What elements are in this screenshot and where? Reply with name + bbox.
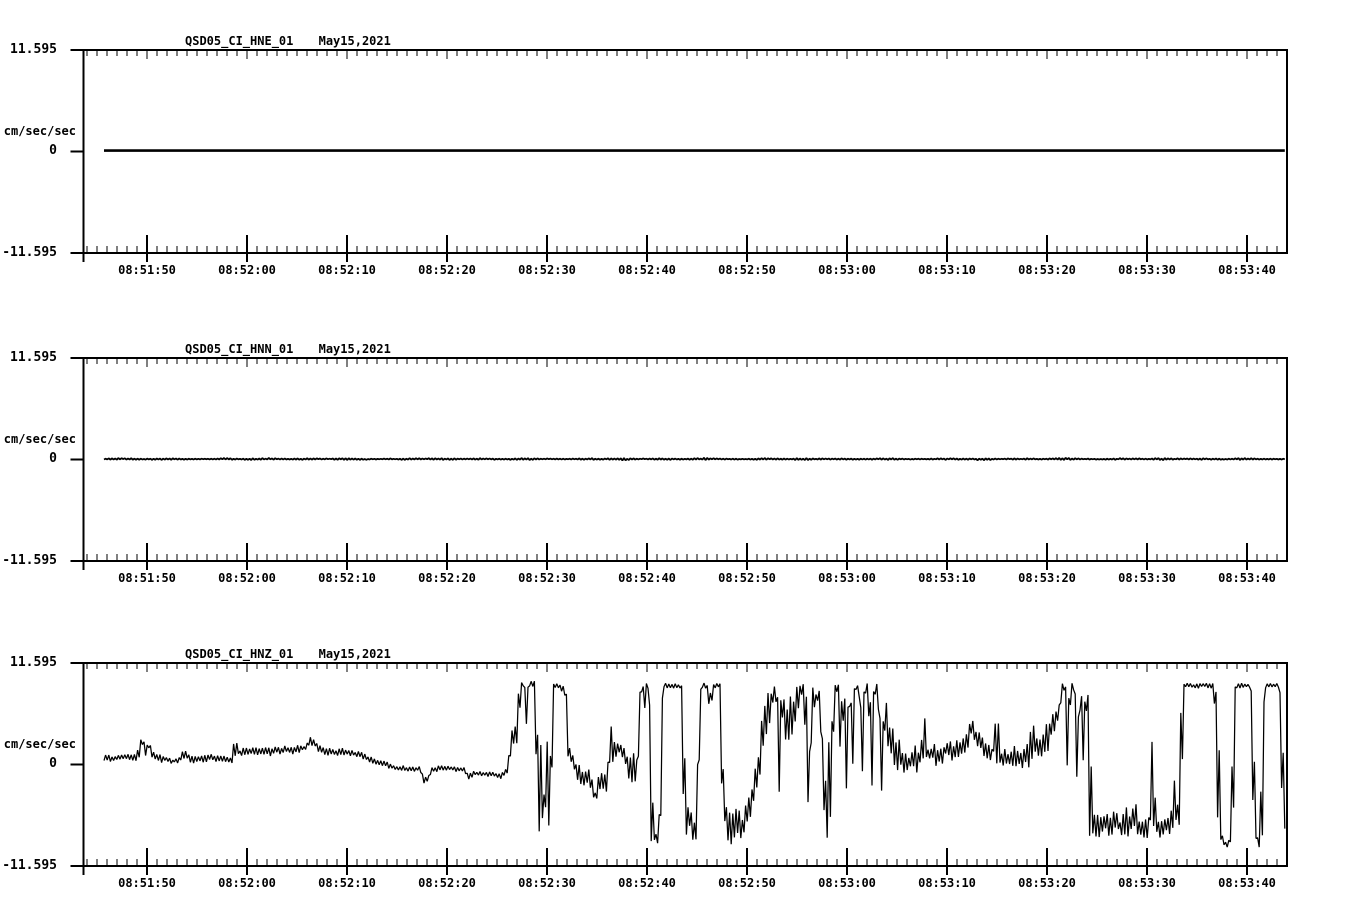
chart-title-station: QSD05_CI_HNN_01 — [185, 342, 294, 356]
x-tick-label: 08:52:50 — [718, 876, 776, 890]
chart-hnn-plot — [71, 358, 1288, 570]
x-tick-label: 08:53:10 — [918, 571, 976, 585]
x-tick-label: 08:53:40 — [1218, 571, 1276, 585]
y-axis-zero-label: 0 — [49, 451, 57, 466]
trace-hnn — [104, 458, 1285, 461]
chart-title-date: May15,2021 — [318, 34, 391, 48]
x-tick-label: 08:52:30 — [518, 876, 576, 890]
x-tick-label: 08:51:50 — [118, 263, 176, 277]
chart-hne-plot — [71, 50, 1288, 262]
y-axis-max-label: 11.595 — [10, 350, 57, 365]
y-axis-min-label: -11.595 — [2, 245, 57, 260]
x-tick-label: 08:53:20 — [1018, 571, 1076, 585]
x-tick-label: 08:52:50 — [718, 571, 776, 585]
x-tick-label: 08:52:20 — [418, 571, 476, 585]
x-tick-label: 08:53:00 — [818, 571, 876, 585]
y-axis-unit-label: cm/sec/sec — [3, 124, 76, 138]
chart-title — [185, 341, 391, 357]
x-tick-label: 08:52:30 — [518, 571, 576, 585]
y-axis-unit-label: cm/sec/sec — [3, 737, 76, 751]
trace-hnz — [104, 681, 1285, 847]
x-tick-label: 08:53:30 — [1118, 876, 1176, 890]
y-axis-max-label: 11.595 — [10, 42, 57, 57]
x-tick-label: 08:53:30 — [1118, 263, 1176, 277]
x-tick-label: 08:53:20 — [1018, 263, 1076, 277]
x-tick-label: 08:52:10 — [318, 876, 376, 890]
x-tick-label: 08:52:40 — [618, 876, 676, 890]
x-tick-label: 08:53:30 — [1118, 571, 1176, 585]
x-tick-label: 08:52:00 — [218, 571, 276, 585]
x-tick-label: 08:52:00 — [218, 876, 276, 890]
x-tick-label: 08:53:40 — [1218, 263, 1276, 277]
x-tick-label: 08:51:50 — [118, 571, 176, 585]
x-tick-label: 08:53:20 — [1018, 876, 1076, 890]
y-axis-unit-label: cm/sec/sec — [3, 432, 76, 446]
x-tick-label: 08:52:40 — [618, 571, 676, 585]
chart-hnz-plot — [71, 663, 1288, 875]
x-tick-label: 08:53:00 — [818, 263, 876, 277]
y-axis-zero-label: 0 — [49, 756, 57, 771]
x-tick-label: 08:52:10 — [318, 263, 376, 277]
chart-title-station: QSD05_CI_HNE_01 — [185, 34, 294, 48]
y-axis-max-label: 11.595 — [10, 655, 57, 670]
x-tick-label: 08:52:30 — [518, 263, 576, 277]
x-tick-label: 08:51:50 — [118, 876, 176, 890]
chart-title-station: QSD05_CI_HNZ_01 — [185, 647, 294, 661]
chart-title-date: May15,2021 — [318, 647, 391, 661]
chart-title — [185, 33, 391, 49]
chart-title — [185, 646, 391, 662]
x-tick-label: 08:53:40 — [1218, 876, 1276, 890]
y-axis-min-label: -11.595 — [2, 858, 57, 873]
y-axis-min-label: -11.595 — [2, 553, 57, 568]
x-tick-label: 08:52:10 — [318, 571, 376, 585]
x-tick-label: 08:52:20 — [418, 876, 476, 890]
x-tick-label: 08:53:10 — [918, 263, 976, 277]
chart-title-date: May15,2021 — [318, 342, 391, 356]
x-tick-label: 08:53:10 — [918, 876, 976, 890]
y-axis-zero-label: 0 — [49, 143, 57, 158]
x-tick-label: 08:52:50 — [718, 263, 776, 277]
x-tick-label: 08:53:00 — [818, 876, 876, 890]
x-tick-label: 08:52:40 — [618, 263, 676, 277]
x-tick-label: 08:52:20 — [418, 263, 476, 277]
x-tick-label: 08:52:00 — [218, 263, 276, 277]
